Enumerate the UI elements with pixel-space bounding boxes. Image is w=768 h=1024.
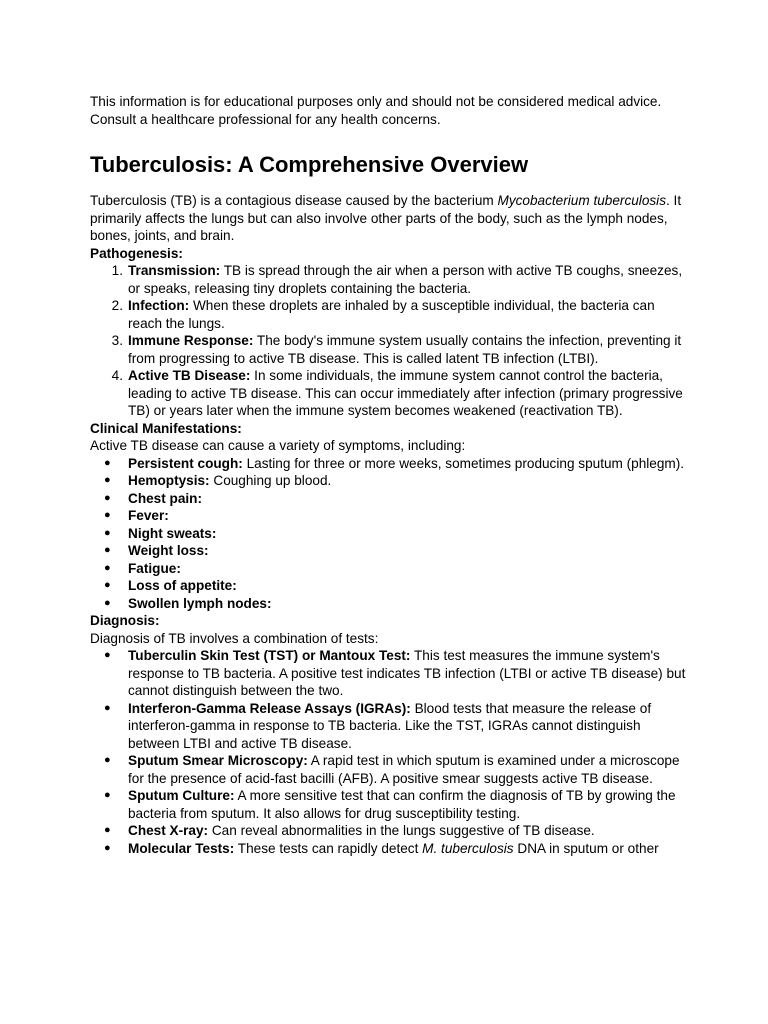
list-item [90, 297, 690, 332]
bullet-icon: ● [104, 526, 111, 539]
list-term: Sputum Smear Microscopy: [128, 753, 308, 768]
list-text: Can reveal abnormalities in the lungs suggestive of TB disease. [208, 823, 595, 838]
list-text-end: DNA in sputum or other [513, 840, 659, 856]
list-item [90, 752, 690, 787]
list-term: Immune Response: [128, 333, 254, 348]
list-text: Lasting for three or more weeks, sometimes producing sputum (phlegm). [242, 455, 685, 471]
list-text: In some individuals, the immune system cannot control the bacteria, leading to active TB disease. This can occur immediately after infection (primary progressive TB) or years later when the immune system becomes weakened (reactivation TB). [128, 368, 683, 418]
list-number: 4. [111, 368, 123, 383]
diagnosis-list [90, 647, 690, 857]
list-term: Weight loss: [128, 543, 209, 558]
list-number: 1. [111, 263, 123, 278]
list-italic: M. tuberculosis [422, 840, 514, 856]
list-term: Persistent cough: [128, 455, 243, 471]
list-text: These tests can rapidly detect [234, 840, 423, 856]
list-term: Chest X-ray: [128, 823, 209, 838]
list-number: 3. [111, 333, 123, 348]
bullet-icon: ● [104, 841, 111, 854]
list-item [90, 525, 690, 543]
list-item [90, 490, 690, 508]
bullet-icon: ● [104, 456, 111, 469]
list-number: 2. [111, 298, 123, 313]
list-item [90, 787, 690, 822]
list-term: Fever: [128, 508, 169, 523]
list-item [90, 262, 690, 297]
list-item [90, 647, 690, 700]
list-item [90, 560, 690, 578]
list-item [90, 472, 690, 490]
list-term: Tuberculin Skin Test (TST) or Mantoux Test: [128, 648, 411, 663]
list-term: Interferon-Gamma Release Assays (IGRAs): [128, 700, 411, 716]
intro-text: Tuberculosis (TB) is a contagious disease caused by the bacterium [90, 193, 498, 208]
list-term: Swollen lymph nodes: [128, 595, 272, 611]
list-text: This test measures the immune system's response to TB bacteria. A positive test indicates TB infection (LTBI or active TB disease) but cannot distinguish between the two. [128, 648, 686, 698]
list-term: Transmission: [128, 263, 221, 278]
clinical-lead: Active TB disease can cause a variety of symptoms, including: [90, 438, 466, 453]
list-text: A more sensitive test that can confirm the diagnosis of TB by growing the bacteria from sputum. It also allows for drug susceptibility testing. [128, 788, 676, 821]
list-item [90, 332, 690, 367]
section-heading-pathogenesis: Pathogenesis: [90, 245, 183, 261]
bullet-icon: ● [104, 491, 111, 504]
bullet-icon: ● [104, 824, 111, 836]
list-item [90, 577, 690, 595]
list-text: A rapid test in which sputum is examined under a microscope for the presence of acid-fast bacilli (AFB). A positive smear suggests active TB disease. [128, 753, 680, 786]
pathogenesis-list [90, 262, 690, 420]
page-title: Tuberculosis: A Comprehensive Overview [90, 152, 529, 177]
list-term: Chest pain: [128, 490, 203, 506]
disclaimer: This information is for educational purposes only and should not be considered medical advice. Consult a healthcare professional for any health concerns. [90, 94, 662, 127]
list-term: Active TB Disease: [128, 368, 251, 383]
bullet-icon: ● [104, 561, 111, 574]
list-text: Coughing up blood. [209, 473, 332, 488]
list-item [90, 840, 690, 858]
list-item [90, 700, 690, 753]
list-text: Blood tests that measure the release of interferon-gamma in response to TB bacteria. Like the TST, IGRAs cannot distinguish between LTBI and active TB disease. [128, 700, 652, 751]
list-item [90, 542, 690, 560]
bullet-icon: ● [104, 649, 111, 661]
list-item [90, 595, 690, 613]
list-item [90, 507, 690, 525]
clinical-list [90, 455, 690, 613]
list-term: Night sweats: [128, 525, 217, 541]
intro-text-end: . It primarily affects the lungs but can also involve other parts of the body, such as the lymph nodes, bones, joints, and brain. [90, 193, 682, 243]
list-text: TB is spread through the air when a person with active TB coughs, sneezes, or speaks, releasing tiny droplets containing the bacteria. [128, 263, 683, 296]
section-heading-clinical: Clinical Manifestations: [90, 420, 242, 436]
bullet-icon: ● [104, 509, 111, 521]
bullet-icon: ● [104, 701, 111, 714]
list-item [90, 455, 690, 473]
bullet-icon: ● [104, 789, 111, 801]
list-text: When these droplets are inhaled by a susceptible individual, the bacteria can reach the lungs. [128, 298, 655, 331]
list-item [90, 822, 690, 840]
list-term: Infection: [128, 298, 190, 313]
list-term: Hemoptysis: [128, 473, 210, 488]
list-term: Sputum Culture: [128, 788, 235, 803]
list-term: Loss of appetite: [128, 578, 237, 593]
bullet-icon: ● [104, 544, 111, 556]
section-heading-diagnosis: Diagnosis: [90, 613, 160, 628]
list-item [90, 367, 690, 420]
bullet-icon: ● [104, 596, 111, 609]
list-term: Molecular Tests: [128, 840, 235, 856]
intro-paragraph [90, 192, 690, 245]
bullet-icon: ● [104, 474, 111, 486]
document-body [90, 93, 690, 857]
list-text: The body's immune system usually contains the infection, preventing it from progressing to active TB disease. This is called latent TB infection (LTBI). [128, 333, 682, 366]
list-term: Fatigue: [128, 560, 181, 576]
bullet-icon: ● [104, 579, 111, 591]
intro-italic: Mycobacterium tuberculosis [497, 193, 666, 208]
bullet-icon: ● [104, 754, 111, 766]
diagnosis-lead: Diagnosis of TB involves a combination of tests: [90, 630, 379, 646]
